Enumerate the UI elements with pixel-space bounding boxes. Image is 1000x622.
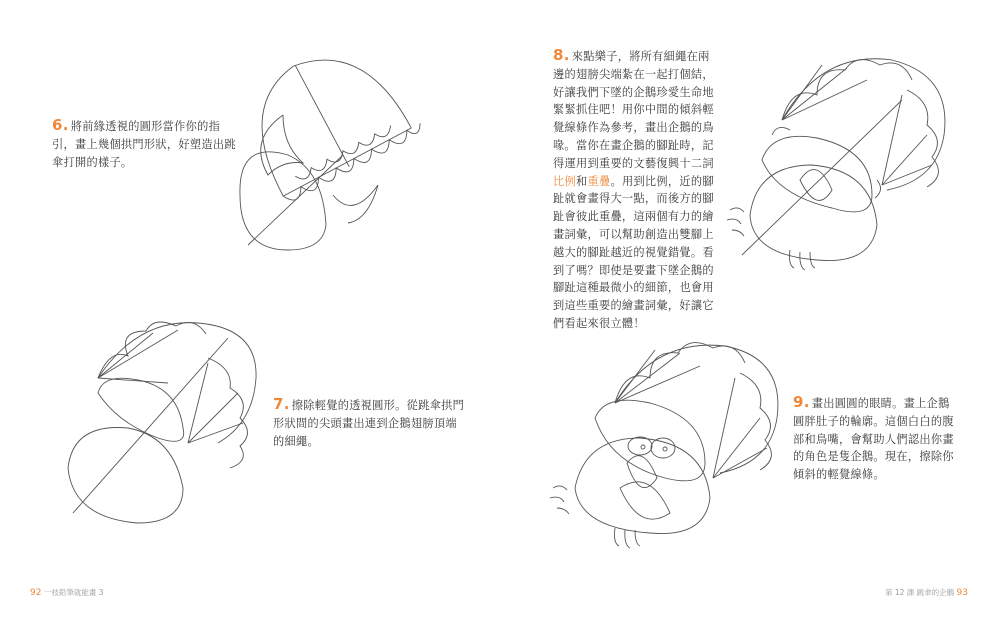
drawing-step-8: [722, 40, 962, 275]
step-9-number: 9.: [793, 393, 810, 411]
drawing-step-6: [228, 45, 448, 255]
step-8-body-c: 。用到比例，近的腳趾就會畫得大一點，而後方的腳趾會彼此重疊，這兩個有力的繪畫詞彙，可以幫助創造出雙腳上越大的腳趾越近的視覺錯覺。看到了嗎？即使是要畫下墜企鵝的腳趾這種最微小的細節，也會用到這些重要的繪畫詞彙，好讓它們看起來很立體！: [553, 174, 714, 330]
step-7-number: 7.: [273, 395, 290, 413]
step-8-text: [553, 47, 718, 333]
book-title: 一枝鉛筆就能畫 3: [43, 588, 104, 597]
page-number-left: 92: [30, 588, 42, 598]
step-8-highlight-proportion: 比例: [553, 174, 576, 188]
step-6-number: 6.: [52, 116, 69, 134]
step-7-text: [273, 396, 468, 450]
step-6-body: 將前緣透視的圓形當作你的指引，畫上幾個拱門形狀，好塑造出跳傘打開的樣子。: [52, 120, 236, 169]
step-9-text: [793, 394, 955, 484]
page-number-right: 93: [956, 588, 968, 598]
step-6-text: [52, 117, 242, 171]
drawing-step-9: [545, 338, 790, 553]
step-8-number: 8.: [553, 46, 570, 64]
step-8-highlight-overlap: 重疊: [587, 174, 611, 188]
step-8-body-b: 和: [575, 174, 588, 188]
step-8-body-a: 來點樂子，將所有細繩在兩邊的翅膀尖端紮在一起打個結，好讓我們下墜的企鵝珍愛生命地緊緊抓住吧！用你中間的傾斜輕覺線條作為參考，畫出企鵝的鳥喙。當你在畫企鵝的腳趾時，記得運用到重要的文藝復興十二詞: [553, 50, 714, 170]
footer-right: [885, 587, 968, 598]
footer-left: [30, 587, 104, 598]
drawing-step-7: [58, 318, 273, 533]
step-9-body: 畫出圓圓的眼睛。畫上企鵝圓胖肚子的輪廓。這個白白的腹部和鳥嘴，會幫助人們認出你畫的角色是隻企鵝。現在，擦除你傾斜的輕覺線條。: [793, 397, 954, 482]
step-7-body: 擦除輕覺的透視圓形。從跳傘拱門形狀間的尖頭畫出連到企鵝翅膀頂端的細繩。: [273, 399, 465, 448]
chapter-title: 第 12 課 跳傘的企鵝: [884, 588, 955, 597]
